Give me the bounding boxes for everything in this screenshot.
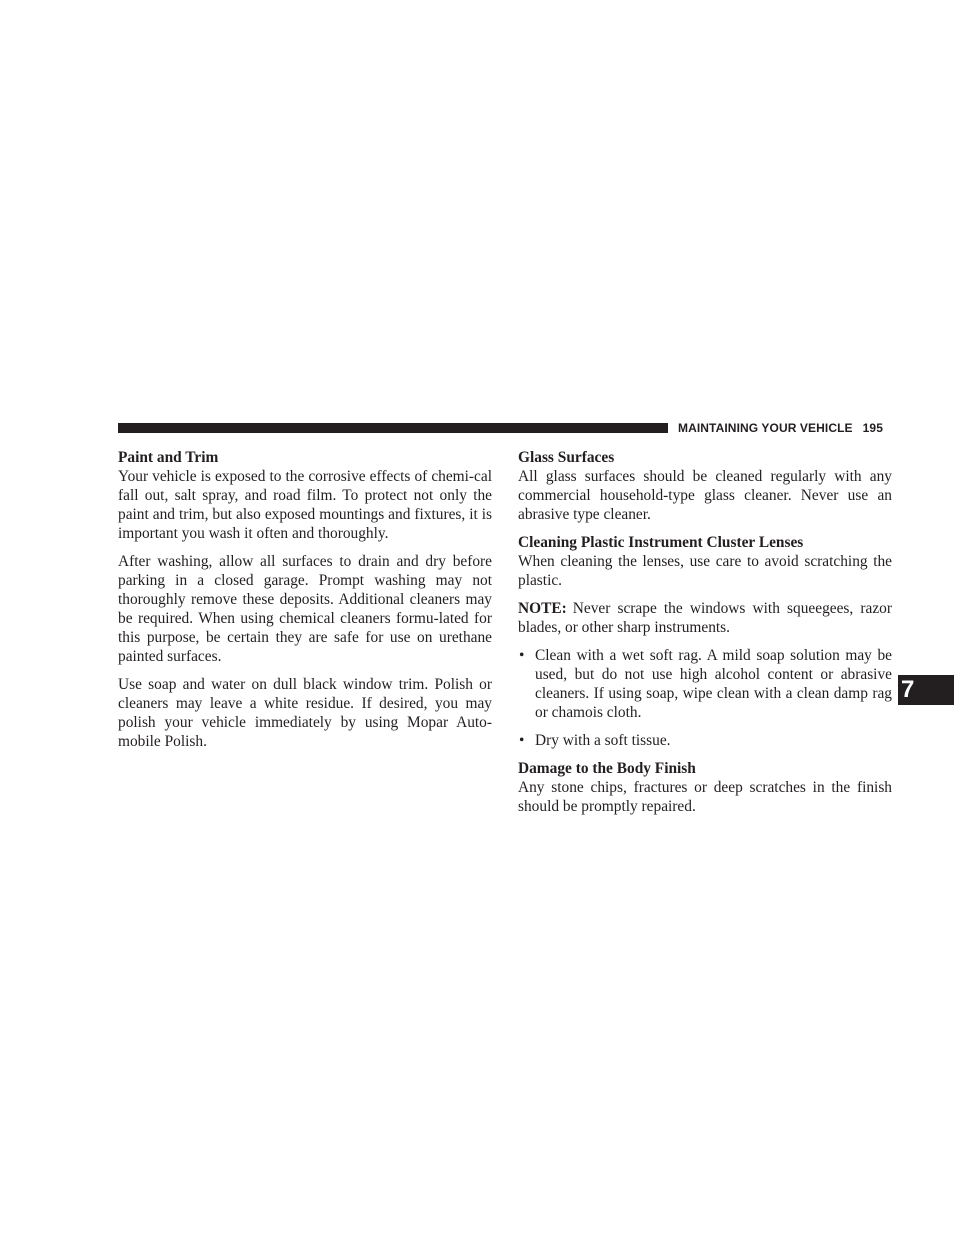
- paragraph: Your vehicle is exposed to the corrosive effects of chemi-cal fall out, salt spray, and road film. To protect not only the paint and trim, but also exposed mountings and fixtures, it is important you wash it often and thoroughly.: [118, 468, 492, 542]
- running-header: [678, 420, 892, 436]
- paragraph: Use soap and water on dull black window trim. Polish or cleaners may leave a white residue. If desired, you may polish your vehicle immediately by using Mopar Auto-mobile Polish.: [118, 676, 492, 750]
- paragraph: All glass surfaces should be cleaned regularly with any commercial household-type glass cleaner. Never use an abrasive type cleaner.: [518, 468, 892, 523]
- right-column: [518, 448, 892, 825]
- list-item-text: Clean with a wet soft rag. A mild soap solution may be used, but do not use high alcohol content or abrasive cleaners. If using soap, wipe clean with a clean damp rag or chamois cloth.: [535, 647, 892, 721]
- page-number: 195: [862, 421, 883, 435]
- note: [518, 599, 892, 637]
- note-label: NOTE:: [518, 600, 567, 617]
- heading-paint-and-trim: Paint and Trim: [118, 449, 219, 466]
- note-text: Never scrape the windows with squeegees, razor blades, or other sharp instruments.: [518, 600, 892, 636]
- list-item-text: Dry with a soft tissue.: [535, 732, 671, 749]
- heading-glass-surfaces: Glass Surfaces: [518, 449, 615, 466]
- chapter-tab: 7: [898, 675, 954, 705]
- heading-body-finish: Damage to the Body Finish: [518, 760, 696, 777]
- list-item: [518, 646, 892, 722]
- heading-cluster-lenses: Cleaning Plastic Instrument Cluster Lenses: [518, 534, 804, 551]
- bullet-list: [518, 646, 892, 750]
- section-title: MAINTAINING YOUR VEHICLE: [678, 421, 853, 435]
- paragraph: When cleaning the lenses, use care to avoid scratching the plastic.: [518, 553, 892, 589]
- bullet-icon: •: [519, 647, 525, 664]
- paragraph: Any stone chips, fractures or deep scratches in the finish should be promptly repaired.: [518, 779, 892, 815]
- header-rule: [118, 423, 668, 433]
- left-column: [118, 448, 492, 760]
- bullet-icon: •: [519, 732, 525, 749]
- paragraph: After washing, allow all surfaces to drain and dry before parking in a closed garage. Prompt washing may not thoroughly remove these deposits. Additional cleaners may be required. When using chemical cleaners formu-lated for this purpose, be certain they are safe for use on urethane painted surfaces.: [118, 553, 492, 665]
- list-item: [518, 731, 892, 750]
